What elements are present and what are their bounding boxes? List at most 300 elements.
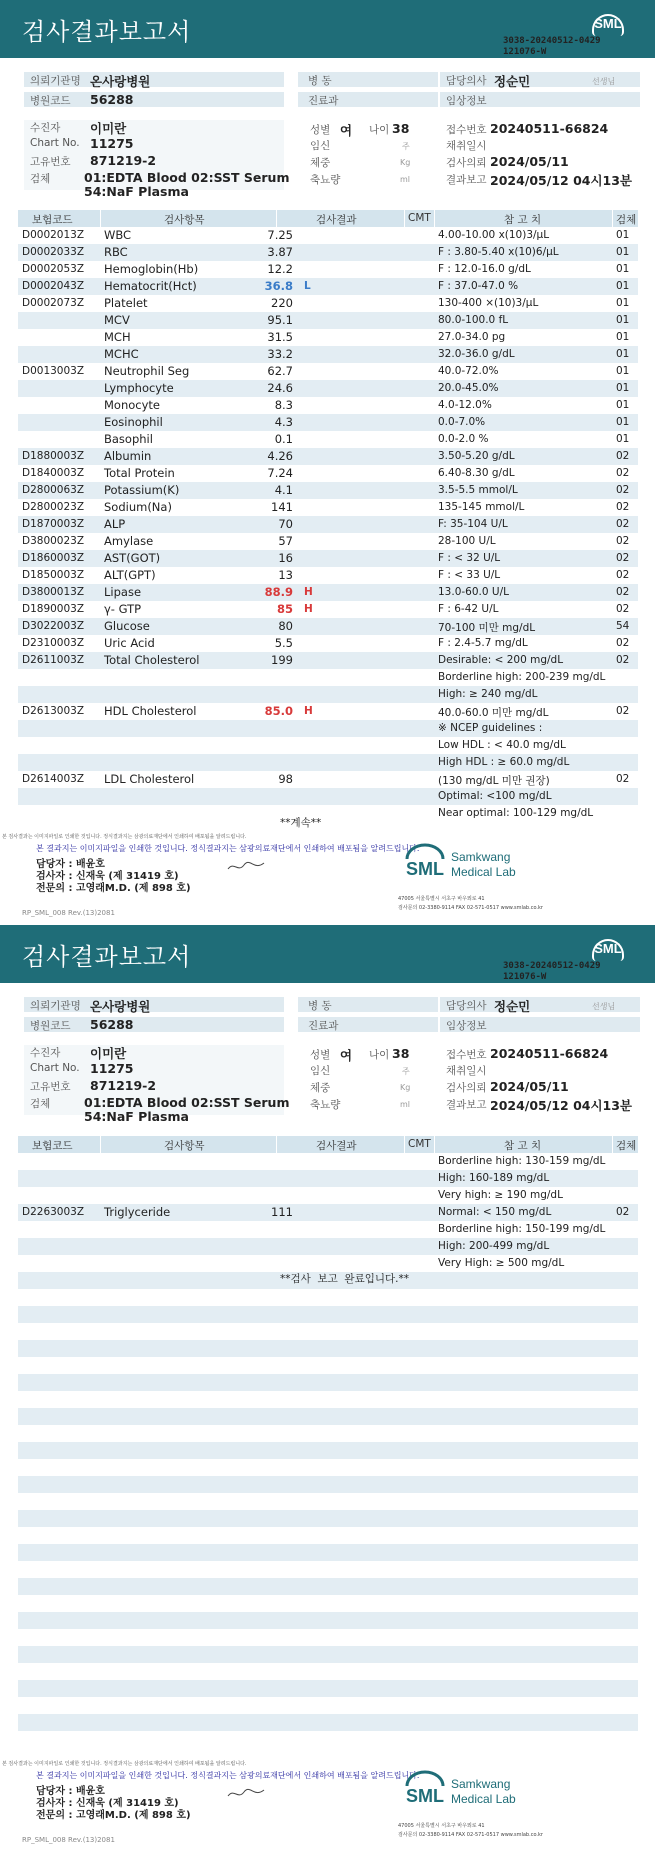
reference-range: F : < 32 U/L — [438, 552, 501, 564]
test-result: 8.3 — [274, 398, 293, 412]
table-row — [18, 1578, 638, 1595]
request-label: 검사의뢰 — [446, 157, 487, 169]
table-row — [18, 312, 638, 329]
specimen-code: 01 — [616, 314, 630, 326]
insurance-code: D2611003Z — [22, 654, 85, 666]
table-row — [18, 1680, 638, 1697]
test-item: Neutrophil Seg — [104, 364, 190, 378]
result-flag: H — [304, 705, 313, 717]
test-result: 141 — [271, 500, 293, 514]
insurance-code: D3022003Z — [22, 620, 85, 632]
reference-range: 20.0-45.0% — [438, 382, 499, 394]
test-item: Potassium(K) — [104, 483, 180, 497]
sml-logo-icon — [590, 939, 626, 963]
header-ref: 참 고 치 — [504, 214, 542, 226]
result-flag: H — [304, 586, 313, 598]
reference-range: (130 mg/dL 미만 권장) — [438, 775, 550, 787]
urine-label: 축뇨량 — [310, 1099, 341, 1111]
header-cmt: CMT — [408, 1138, 431, 1150]
table-row — [18, 550, 638, 567]
specimen-code: 01 — [616, 331, 630, 343]
lab-name-line-1: Samkwang — [451, 850, 511, 864]
test-result: 31.5 — [267, 330, 293, 344]
test-item: MCHC — [104, 347, 139, 361]
test-item: ALT(GPT) — [104, 568, 156, 582]
test-result: 24.6 — [267, 381, 293, 395]
sex-value: 여 — [340, 1048, 353, 1063]
test-result: 33.2 — [267, 347, 293, 361]
institution-value: 온사랑병원 — [90, 74, 151, 89]
table-row — [18, 1306, 638, 1323]
table-row — [18, 1459, 638, 1476]
reference-range: 0.0-2.0 % — [438, 433, 489, 445]
reference-range: Borderline high: 150-199 mg/dL — [438, 1223, 606, 1235]
reference-range: 28-100 U/L — [438, 535, 496, 547]
test-item: HDL Cholesterol — [104, 704, 197, 718]
table-row — [18, 1731, 638, 1748]
reference-range: F: 35-104 U/L — [438, 518, 508, 530]
specimen-code: 02 — [616, 484, 630, 496]
test-item: Glucose — [104, 619, 150, 633]
table-row — [18, 482, 638, 499]
header-cmt: CMT — [408, 212, 431, 224]
insurance-code: D0002043Z — [22, 280, 85, 292]
test-result: 16 — [278, 551, 293, 565]
table-row — [18, 465, 638, 482]
table-row — [18, 1187, 638, 1204]
result-flag: H — [304, 603, 313, 615]
test-item: Albumin — [104, 449, 152, 463]
table-row — [18, 1289, 638, 1306]
patient-label: 수진자 — [30, 122, 61, 134]
reference-range: 6.40-8.30 g/dL — [438, 467, 515, 479]
test-result: 98 — [278, 772, 293, 786]
dept-label: 진료과 — [308, 95, 339, 107]
insurance-code: D0013003Z — [22, 365, 85, 377]
insurance-code: D3800013Z — [22, 586, 85, 598]
reference-range: F : 37.0-47.0 % — [438, 280, 519, 292]
id-no-label: 고유번호 — [30, 156, 71, 168]
test-item: Uric Acid — [104, 636, 155, 650]
test-result: 85.0 — [264, 704, 293, 718]
lab-address-1: 47005 서울특별시 서초구 바우뫼로 41 — [398, 896, 485, 902]
table-row — [18, 1391, 638, 1408]
chart-no-value: 11275 — [90, 136, 134, 151]
specimen-code: 54 — [616, 620, 630, 632]
header-item: 검사항목 — [164, 1140, 205, 1152]
footer-fine-print: 본 검사결과는 이미지파일로 인쇄한 것입니다. 정식결과지는 삼광의료재단에서 인쇄하여 배포됨을 알려드립니다. — [2, 1761, 247, 1767]
test-item: LDL Cholesterol — [104, 772, 195, 786]
doctor-value: 정순민 — [494, 74, 531, 89]
specimen-code: 01 — [616, 229, 630, 241]
table-row — [18, 1629, 638, 1646]
specimen-code: 02 — [616, 773, 630, 785]
table-row — [18, 278, 638, 295]
report-title: 검사결과보고서 — [22, 18, 192, 46]
test-item: Hemoglobin(Hb) — [104, 262, 199, 276]
reference-range: 27.0-34.0 pg — [438, 331, 506, 343]
reference-range: High HDL : ≥ 60.0 mg/dL — [438, 756, 570, 768]
table-row — [18, 737, 638, 754]
insurance-code: D1890003Z — [22, 603, 85, 615]
document-number: 3038-20240512-0429 121076-W — [503, 961, 601, 982]
test-item: WBC — [104, 228, 132, 242]
reference-range: F : 6-42 U/L — [438, 603, 499, 615]
specimen-code: 01 — [616, 365, 630, 377]
test-item: Basophil — [104, 432, 153, 446]
reference-range: 3.5-5.5 mmol/L — [438, 484, 518, 496]
lab-logo-letters: SML — [406, 1786, 444, 1806]
reference-range: Normal: < 150 mg/dL — [438, 1206, 552, 1218]
specimen-code: 02 — [616, 467, 630, 479]
pregnancy-label: 임신 — [310, 140, 331, 152]
insurance-code: D2310003Z — [22, 637, 85, 649]
table-row — [18, 771, 638, 788]
table-row — [18, 788, 638, 805]
test-item: Amylase — [104, 534, 154, 548]
specimen-code: 01 — [616, 246, 630, 258]
table-row — [18, 1425, 638, 1442]
specimen-code: 02 — [616, 501, 630, 513]
report-date-value: 2024/05/12 04시13분 — [490, 173, 633, 188]
test-result: 57 — [278, 534, 293, 548]
reference-range: 0.0-7.0% — [438, 416, 486, 428]
table-row — [18, 601, 638, 618]
age-label: 나이 — [369, 1049, 390, 1061]
table-row — [18, 703, 638, 720]
sex-label: 성별 — [310, 124, 331, 136]
table-row — [18, 1663, 638, 1680]
test-result: 13 — [278, 568, 293, 582]
table-row — [18, 499, 638, 516]
specimen-code: 02 — [616, 450, 630, 462]
pregnancy-unit: 주 — [402, 1067, 410, 1076]
age-value: 38 — [392, 121, 410, 136]
hospital-code-value: 56288 — [90, 92, 134, 107]
test-result: 220 — [271, 296, 293, 310]
signature-icon — [226, 859, 266, 873]
specimen-label: 검체 — [30, 1098, 51, 1110]
table-row — [18, 516, 638, 533]
table-row — [18, 431, 638, 448]
clinical-label: 임상정보 — [446, 95, 487, 107]
specialist-line: 전문의 : 고영래M.D. (제 898 호) — [36, 883, 191, 894]
urine-unit: ml — [400, 1100, 411, 1109]
reference-range: 13.0-60.0 U/L — [438, 586, 509, 598]
urine-label: 축뇨량 — [310, 174, 341, 186]
weight-unit: Kg — [400, 158, 411, 167]
report-footer — [0, 1760, 655, 1850]
urine-unit: ml — [400, 175, 411, 184]
header-result: 검사결과 — [316, 214, 357, 226]
test-item: MCV — [104, 313, 130, 327]
test-item: Eosinophil — [104, 415, 163, 429]
test-item: AST(GOT) — [104, 551, 161, 565]
table-row — [18, 1646, 638, 1663]
specimen-code: 02 — [616, 518, 630, 530]
table-header — [18, 210, 638, 227]
lab-address-1: 47005 서울특별시 서초구 바우뫼로 41 — [398, 1823, 485, 1829]
table-row — [18, 1255, 638, 1272]
insurance-code: D1840003Z — [22, 467, 85, 479]
reference-range: F : 2.4-5.7 mg/dL — [438, 637, 528, 649]
test-result: 70 — [278, 517, 293, 531]
doctor-suffix: 선생님 — [592, 1002, 616, 1011]
table-row — [18, 754, 638, 771]
reference-range: 130-400 ×(10)3/μL — [438, 297, 539, 309]
reference-range: Optimal: <100 mg/dL — [438, 790, 552, 802]
reference-range: 4.0-12.0% — [438, 399, 492, 411]
table-row — [18, 363, 638, 380]
weight-unit: Kg — [400, 1083, 411, 1092]
insurance-code: D1850003Z — [22, 569, 85, 581]
test-item: Total Cholesterol — [104, 653, 200, 667]
lab-name-line-2: Medical Lab — [451, 865, 516, 879]
id-no-label: 고유번호 — [30, 1081, 71, 1093]
hospital-code-label: 병원코드 — [30, 1020, 71, 1032]
table-row — [18, 669, 638, 686]
receipt-label: 접수번호 — [446, 1049, 487, 1061]
reference-range: Very high: ≥ 190 mg/dL — [438, 1189, 563, 1201]
test-item: Platelet — [104, 296, 148, 310]
reference-range: High: 200-499 mg/dL — [438, 1240, 550, 1252]
lab-address-2: 검사문의 02-3380-9114 FAX 02-571-0517 www.smlab.co.kr — [398, 1832, 543, 1838]
chart-no-label: Chart No. — [30, 1062, 80, 1074]
report-date-label: 결과보고 — [446, 1099, 487, 1111]
pregnancy-unit: 주 — [402, 142, 410, 151]
test-result: 0.1 — [274, 432, 293, 446]
test-result: 80 — [278, 619, 293, 633]
specimen-code: 02 — [616, 1206, 630, 1218]
test-item: γ- GTP — [104, 602, 142, 616]
test-item: RBC — [104, 245, 128, 259]
sex-label: 성별 — [310, 1049, 331, 1061]
specimen-code: 01 — [616, 263, 630, 275]
report-date-label: 결과보고 — [446, 174, 487, 186]
specimen-line-2: 54:NaF Plasma — [84, 1109, 189, 1124]
insurance-code: D2263003Z — [22, 1206, 85, 1218]
reference-range: Borderline high: 200-239 mg/dL — [438, 671, 606, 683]
request-value: 2024/05/11 — [490, 1079, 569, 1094]
lab-name-line-1: Samkwang — [451, 1777, 511, 1791]
table-row — [18, 448, 638, 465]
specimen-code: 01 — [616, 348, 630, 360]
reference-range: Borderline high: 130-159 mg/dL — [438, 1155, 606, 1167]
footer-notice: 본 결과지는 이미지파일을 인쇄한 것입니다. 정식결과지는 삼광의료재단에서 인쇄하여 배포됨을 알려드립니다. — [36, 1771, 420, 1780]
collect-label: 채취일시 — [446, 140, 487, 152]
hospital-code-value: 56288 — [90, 1017, 134, 1032]
insurance-code: D1880003Z — [22, 450, 85, 462]
table-row — [18, 618, 638, 635]
test-result: 199 — [271, 653, 293, 667]
specimen-code: 02 — [616, 654, 630, 666]
table-header — [18, 1136, 638, 1153]
specimen-line-2: 54:NaF Plasma — [84, 184, 189, 199]
insurance-code: D2800023Z — [22, 501, 85, 513]
specimen-line-1: 01:EDTA Blood 02:SST Serum — [84, 1095, 290, 1110]
specimen-label: 검체 — [30, 173, 51, 185]
table-row — [18, 1323, 638, 1340]
form-number: RP_SML_008 Rev.(13)2081 — [22, 1836, 115, 1844]
reference-range: 80.0-100.0 fL — [438, 314, 509, 326]
test-result: 36.8 — [264, 279, 293, 293]
patient-name: 이미란 — [90, 1046, 127, 1061]
specialist-line: 전문의 : 고영래M.D. (제 898 호) — [36, 1810, 191, 1821]
test-result: 5.5 — [274, 636, 293, 650]
logo-text: SML — [594, 941, 622, 956]
lab-address-2: 검사문의 02-3380-9114 FAX 02-571-0517 www.smlab.co.kr — [398, 905, 543, 911]
table-row — [18, 1595, 638, 1612]
table-row — [18, 720, 638, 737]
test-result: 7.24 — [267, 466, 293, 480]
samkwang-logo-icon — [405, 1770, 565, 1810]
reference-range: 32.0-36.0 g/dL — [438, 348, 515, 360]
table-row — [18, 1374, 638, 1391]
doctor-value: 정순민 — [494, 999, 531, 1014]
table-row — [18, 1153, 638, 1170]
reference-range: 135-145 mmol/L — [438, 501, 525, 513]
reference-range: Very High: ≥ 500 mg/dL — [438, 1257, 565, 1269]
specimen-code: 01 — [616, 280, 630, 292]
request-label: 검사의뢰 — [446, 1082, 487, 1094]
table-row — [18, 1493, 638, 1510]
header-specimen: 검체 — [616, 214, 637, 226]
table-row — [18, 1221, 638, 1238]
age-value: 38 — [392, 1046, 410, 1061]
reference-range: F : 3.80-5.40 x(10)6/μL — [438, 246, 559, 258]
chart-no-label: Chart No. — [30, 137, 80, 149]
result-flag: L — [304, 280, 311, 292]
insurance-code: D0002033Z — [22, 246, 85, 258]
table-row — [18, 380, 638, 397]
table-row — [18, 805, 638, 822]
test-item: Monocyte — [104, 398, 160, 412]
document-number: 3038-20240512-0429 121076-W — [503, 36, 601, 57]
insurance-code: D1870003Z — [22, 518, 85, 530]
specimen-line-1: 01:EDTA Blood 02:SST Serum — [84, 170, 290, 185]
test-item: Lymphocyte — [104, 381, 174, 395]
doctor-label: 담당의사 — [446, 1000, 487, 1012]
weight-label: 체중 — [310, 1082, 331, 1094]
ward-label: 병 동 — [308, 75, 332, 87]
reference-range: High: 160-189 mg/dL — [438, 1172, 550, 1184]
table-row — [18, 1612, 638, 1629]
reference-range: 40.0-60.0 미만 mg/dL — [438, 707, 549, 719]
test-result: 4.1 — [274, 483, 293, 497]
reference-range: Desirable: < 200 mg/dL — [438, 654, 564, 666]
institution-label: 의뢰기관명 — [30, 1000, 81, 1012]
test-result: 62.7 — [267, 364, 293, 378]
header-item: 검사항목 — [164, 214, 205, 226]
footer-notice: 본 결과지는 이미지파일을 인쇄한 것입니다. 정식결과지는 삼광의료재단에서 인쇄하여 배포됨을 알려드립니다. — [36, 844, 420, 853]
test-result: 85 — [276, 602, 293, 616]
receipt-label: 접수번호 — [446, 124, 487, 136]
header-code: 보험코드 — [32, 214, 73, 226]
test-result: 4.3 — [274, 415, 293, 429]
reference-range: High: ≥ 240 mg/dL — [438, 688, 538, 700]
report-title: 검사결과보고서 — [22, 943, 192, 971]
id-no-value: 871219-2 — [90, 1078, 157, 1093]
specimen-code: 01 — [616, 297, 630, 309]
specimen-code: 02 — [616, 637, 630, 649]
test-item: ALP — [104, 517, 126, 531]
test-result: 95.1 — [267, 313, 293, 327]
manager-line: 담당자 : 배윤호 — [36, 1786, 105, 1797]
lab-logo-letters: SML — [406, 859, 444, 879]
test-result: 7.25 — [267, 228, 293, 242]
table-row — [18, 1544, 638, 1561]
test-item: MCH — [104, 330, 131, 344]
insurance-code: D2613003Z — [22, 705, 85, 717]
report-date-value: 2024/05/12 04시13분 — [490, 1098, 633, 1113]
table-row — [18, 1340, 638, 1357]
reference-range: ※ NCEP guidelines : — [438, 722, 543, 734]
table-row — [18, 1170, 638, 1187]
tester-line: 검사자 : 신재욱 (제 31419 호) — [36, 871, 179, 882]
hospital-code-label: 병원코드 — [30, 95, 71, 107]
specimen-code: 02 — [616, 705, 630, 717]
test-item: Lipase — [104, 585, 142, 599]
patient-info — [0, 997, 655, 1124]
table-row — [18, 261, 638, 278]
report-footer — [0, 833, 655, 925]
insurance-code: D0002013Z — [22, 229, 85, 241]
doctor-label: 담당의사 — [446, 75, 487, 87]
table-row — [18, 652, 638, 669]
table-row — [18, 533, 638, 550]
table-row — [18, 1204, 638, 1221]
collect-label: 채취일시 — [446, 1065, 487, 1077]
reference-range: 40.0-72.0% — [438, 365, 499, 377]
age-label: 나이 — [369, 124, 390, 136]
institution-label: 의뢰기관명 — [30, 75, 81, 87]
specimen-code: 02 — [616, 603, 630, 615]
table-row — [18, 244, 638, 261]
sml-logo-icon — [590, 14, 626, 38]
continued-note: **계속** — [280, 817, 322, 829]
request-value: 2024/05/11 — [490, 154, 569, 169]
specimen-code: 01 — [616, 399, 630, 411]
specimen-code: 02 — [616, 586, 630, 598]
reference-range: 70-100 미만 mg/dL — [438, 622, 536, 634]
tester-line: 검사자 : 신재욱 (제 31419 호) — [36, 1798, 179, 1809]
chart-no-value: 11275 — [90, 1061, 134, 1076]
report-complete-note: **검사 보고 완료입니다.** — [280, 1273, 409, 1285]
test-item: Hematocrit(Hct) — [104, 279, 197, 293]
reference-range: F : < 33 U/L — [438, 569, 501, 581]
clinical-label: 임상정보 — [446, 1020, 487, 1032]
table-row — [18, 1442, 638, 1459]
table-row — [18, 1697, 638, 1714]
patient-info — [0, 72, 655, 199]
doctor-suffix: 선생님 — [592, 77, 616, 86]
header-ref: 참 고 치 — [504, 1140, 542, 1152]
test-result: 3.87 — [267, 245, 293, 259]
receipt-value: 20240511-66824 — [490, 121, 609, 136]
table-row — [18, 346, 638, 363]
pregnancy-label: 임신 — [310, 1065, 331, 1077]
specimen-code: 02 — [616, 569, 630, 581]
ward-label: 병 동 — [308, 1000, 332, 1012]
insurance-code: D3800023Z — [22, 535, 85, 547]
test-item: Sodium(Na) — [104, 500, 172, 514]
specimen-code: 02 — [616, 535, 630, 547]
reference-range: 3.50-5.20 g/dL — [438, 450, 515, 462]
weight-label: 체중 — [310, 157, 331, 169]
samkwang-logo-icon — [405, 843, 565, 883]
footer-fine-print: 본 검사결과는 이미지파일로 인쇄한 것입니다. 정식결과지는 삼광의료재단에서 인쇄하여 배포됨을 알려드립니다. — [2, 834, 247, 840]
table-row — [18, 1357, 638, 1374]
